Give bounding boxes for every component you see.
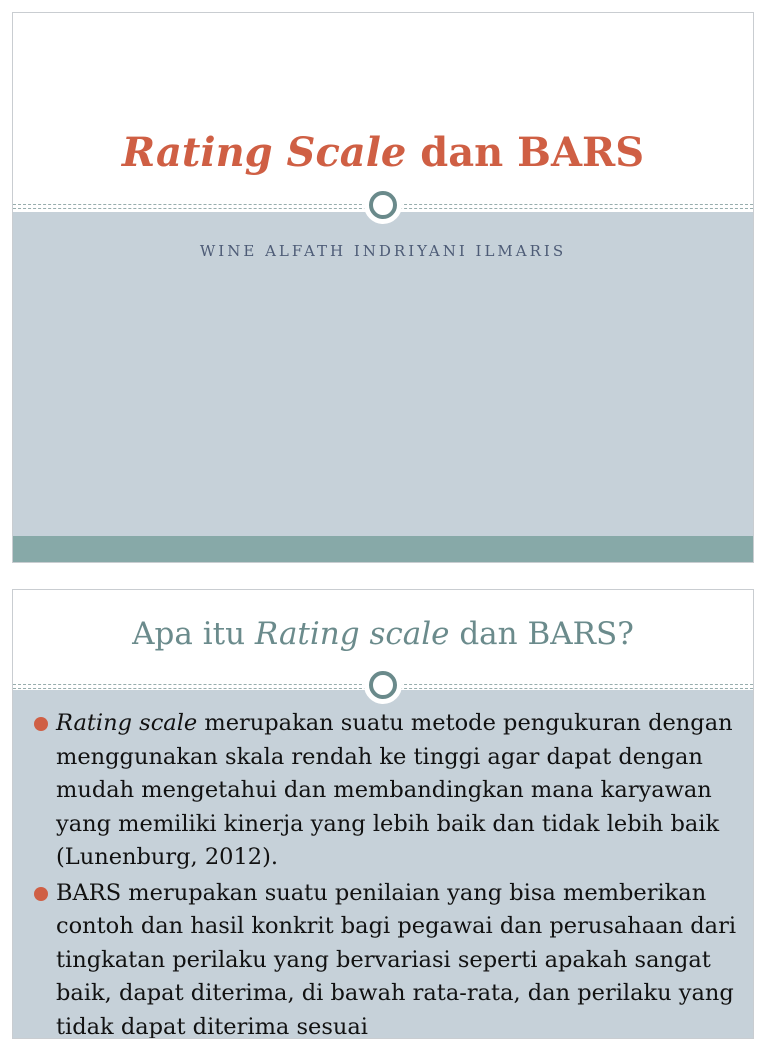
list-item (13, 707, 753, 875)
circle-ring-icon (364, 666, 402, 704)
bullet-dot-icon (34, 887, 48, 901)
subtitle-panel (13, 212, 753, 537)
slide-title-rest: dan BARS (406, 129, 644, 176)
circle-ring-icon (364, 186, 402, 224)
bullet-list (13, 707, 753, 1039)
content-slide (12, 589, 754, 1039)
content-title (13, 616, 753, 652)
slide-title (13, 123, 753, 183)
title-slide (12, 12, 754, 563)
bullet-lead: Rating scale (56, 710, 197, 736)
footer-band (13, 536, 753, 562)
list-item (13, 877, 753, 1039)
slide-subtitle: WINE ALFATH INDRIYANI ILMARIS (13, 242, 753, 260)
slide-title-italic: Rating Scale (122, 129, 407, 176)
content-title-prefix: Apa itu (132, 616, 255, 652)
content-title-italic: Rating scale (255, 616, 450, 652)
bullet-text: merupakan suatu metode pengukuran dengan menggunakan skala rendah ke tinggi agar dapat dengan mudah mengetahui dan membandingkan mana karyawan yang memiliki kinerja yang lebih baik dan tidak lebih baik (Lunenburg, 2012). (56, 710, 733, 870)
bullet-dot-icon (34, 717, 48, 731)
content-title-suffix: dan BARS? (449, 616, 633, 652)
bullet-text: BARS merupakan suatu penilaian yang bisa memberikan contoh dan hasil konkrit bagi pegawai dan perusahaan dari tingkatan perilaku yang bervariasi seperti apakah sangat baik, dapat diterima, di bawah rata-rata, dan perilaku yang tidak dapat diterima sesuai (56, 880, 736, 1039)
